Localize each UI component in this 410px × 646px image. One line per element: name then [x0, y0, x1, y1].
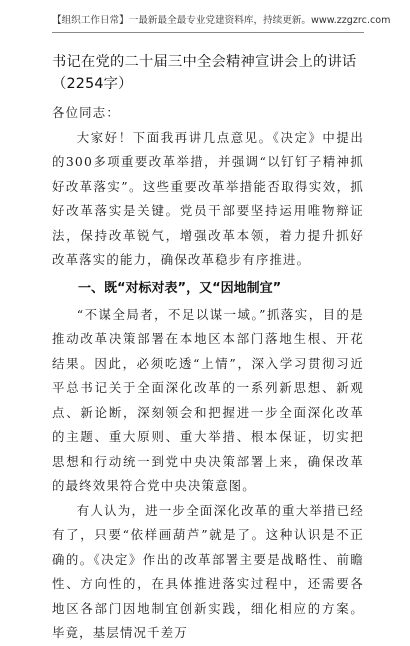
- body-paragraph: “不谋全局者，不足以谋一域。”抓落实，目的是推动改革决策部署在本地区本部门落地生根、开花结果。因此，必须吃透“上情”，深入学习贯彻习近平总书记关于全面深化改革的一系列新思想、新观点、新论断，深刻领会和把握进一步全面深化改革的主题、重大原则、重大举措、根本保证，切实把思想和行动统一到党中央决策部署上来，确保改革的最终效果符合党中央决策意图。: [52, 306, 364, 493]
- section-heading: 一、既“对标对表”，又“因地制宜”: [78, 280, 282, 296]
- document-title: 书记在党的二十届三中全会精神宣讲会上的讲话（2254字）: [52, 54, 357, 92]
- body-paragraph: 大家好！下面我再讲几点意见。《决定》中提出的300多项重要改革举措，并强调“以钉钉子精神抓好改革落实”。这些重要改革举措能否取得实效，抓好改革落实是关键。党员干部要坚持运用唯物辩证法，保持改革锐气，增强改革本领，着力提升抓好改革落实的能力，确保改革稳步有序推进。: [52, 129, 364, 267]
- salutation: 各位同志：: [52, 105, 120, 120]
- body-paragraph: 有人认为，进一步全面深化改革的重大举措已经有了，只要“依样画葫芦”就是了。这种认识是不正确的。《决定》作出的改革部署主要是战略性、前瞻性、方向性的，在具体推进落实过程中，还需要各地区各部门因地制宜创新实践，细化相应的方案。毕竟，基层情况千差万: [52, 502, 364, 640]
- header-banner: 【组织工作日常】一最新最全最专业党建资料库，持续更新。www.zzgzrc.com: [52, 14, 364, 33]
